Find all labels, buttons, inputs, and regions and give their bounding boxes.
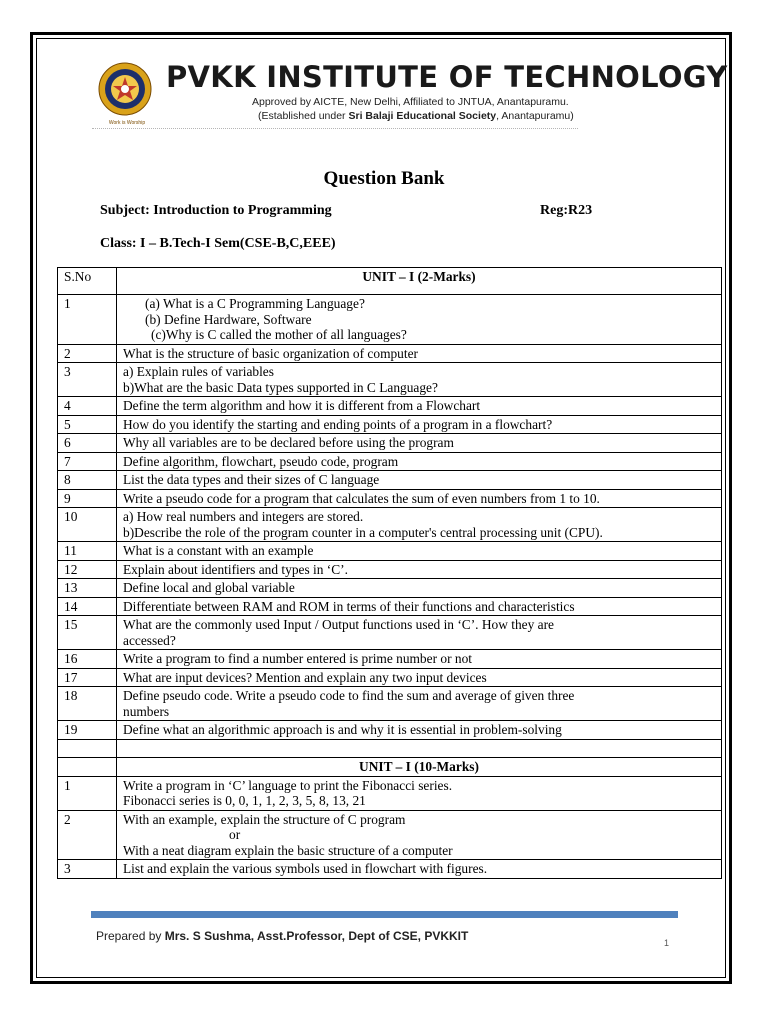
question-text	[117, 650, 722, 669]
question-text	[117, 860, 722, 879]
table-row	[58, 616, 722, 650]
question-number: 1	[58, 295, 117, 345]
question-text	[117, 344, 722, 363]
question-text	[117, 616, 722, 650]
unit1-2marks-header: UNIT – I (2-Marks)	[117, 268, 722, 295]
institute-name: PVKK INSTITUTE OF TECHNOLOGY	[166, 60, 728, 94]
question-number: 3	[58, 860, 117, 879]
question-text	[117, 560, 722, 579]
blank-cell	[58, 739, 117, 758]
question-line: What are input devices? Mention and explain any two input devices	[123, 669, 487, 685]
question-text	[117, 542, 722, 561]
question-line: With a neat diagram explain the basic structure of a computer	[123, 842, 453, 858]
table-row	[58, 687, 722, 721]
question-line: Define local and global variable	[123, 580, 295, 595]
question-line: Why all variables are to be declared before using the program	[123, 435, 454, 450]
table-row	[58, 668, 722, 687]
question-text	[117, 434, 722, 453]
table-row	[58, 295, 722, 345]
table-row	[58, 597, 722, 616]
question-line: What are the commonly used Input / Output functions used in ‘C’. How they are	[123, 617, 555, 632]
question-text	[117, 295, 722, 345]
question-line: What is the structure of basic organization of computer	[123, 345, 418, 361]
question-line: a) Explain rules of variables	[123, 364, 274, 379]
question-number: 14	[58, 597, 117, 616]
question-text	[117, 489, 722, 508]
question-number: 9	[58, 489, 117, 508]
question-number: 8	[58, 471, 117, 490]
question-text	[117, 471, 722, 490]
table-header-row	[58, 268, 722, 295]
question-text	[117, 687, 722, 721]
question-number: 3	[58, 363, 117, 397]
question-number: 19	[58, 721, 117, 740]
table-row	[58, 344, 722, 363]
question-text	[117, 579, 722, 598]
page-number: 1	[664, 938, 670, 948]
logo-motto: Work is Worship	[108, 120, 146, 126]
question-line: What is a constant with an example	[123, 543, 314, 558]
question-number: 7	[58, 452, 117, 471]
prepared-by: Prepared by Mrs. S Sushma, Asst.Professor, Dept of CSE, PVKKIT	[96, 929, 469, 943]
question-number: 4	[58, 397, 117, 416]
question-text	[117, 668, 722, 687]
question-bank-table	[57, 267, 722, 879]
question-text	[117, 810, 722, 860]
question-line: Define algorithm, flowchart, pseudo code, program	[123, 453, 399, 469]
question-line: or	[229, 827, 241, 842]
question-number: 15	[58, 616, 117, 650]
table-row	[58, 560, 722, 579]
question-line: b)Describe the role of the program counter in a computer's central processing unit (CPU).	[123, 524, 603, 540]
footer-accent-bar	[91, 911, 678, 918]
question-line: b)What are the basic Data types supported in C Language?	[123, 379, 438, 395]
question-line: List and explain the various symbols used in flowchart with figures.	[123, 861, 488, 876]
table-row	[58, 397, 722, 416]
question-line: Define the term algorithm and how it is different from a Flowchart	[123, 398, 481, 413]
question-line: Differentiate between RAM and ROM in terms of their functions and characteristics	[123, 598, 575, 614]
established-line: (Established under Sri Balaji Educational Society, Anantapuramu)	[258, 110, 574, 122]
question-number: 11	[58, 542, 117, 561]
preparer-name: Mrs. S Sushma, Asst.Professor, Dept of CSE, PVKKIT	[164, 929, 469, 943]
regulation-label: Reg:R23	[540, 203, 593, 218]
question-text	[117, 776, 722, 810]
blank-cell	[117, 739, 722, 758]
question-number: 12	[58, 560, 117, 579]
question-line: Define what an algorithmic approach is and why it is essential in problem-solving	[123, 722, 562, 737]
question-line: (b) Define Hardware, Software	[145, 311, 312, 327]
document-title: Question Bank	[323, 168, 445, 189]
table-row	[58, 471, 722, 490]
table-row	[58, 776, 722, 810]
header-divider	[92, 128, 578, 129]
question-number: 18	[58, 687, 117, 721]
question-text	[117, 415, 722, 434]
table-row	[58, 415, 722, 434]
unit1-10marks-header: UNIT – I (10-Marks)	[117, 758, 722, 777]
question-line: Write a program to find a number entered is prime number or not	[123, 651, 472, 666]
table-row	[58, 508, 722, 542]
question-text	[117, 452, 722, 471]
question-number: 2	[58, 344, 117, 363]
question-line: Explain about identifiers and types in ‘C’.	[123, 561, 348, 577]
question-line: accessed?	[123, 632, 176, 648]
question-line: numbers	[123, 703, 170, 719]
question-line: Write a pseudo code for a program that calculates the sum of even numbers from 1 to 10.	[123, 490, 600, 506]
question-line: a) How real numbers and integers are stored.	[123, 509, 364, 524]
question-number: 2	[58, 810, 117, 860]
subject-label: Subject: Introduction to Programming	[100, 203, 332, 218]
table-row	[58, 810, 722, 860]
table-row	[58, 452, 722, 471]
question-text	[117, 721, 722, 740]
question-line: (a) What is a C Programming Language?	[145, 296, 365, 311]
question-text	[117, 397, 722, 416]
question-line: How do you identify the starting and ending points of a program in a flowchart?	[123, 416, 553, 432]
institute-header	[92, 58, 728, 133]
question-line: Fibonacci series is 0, 0, 1, 1, 2, 3, 5, 8, 13, 21	[123, 793, 366, 808]
question-number: 6	[58, 434, 117, 453]
unit1-10marks-header-row	[58, 758, 722, 777]
blank-row	[58, 739, 722, 758]
question-line: (c)Why is C called the mother of all languages?	[151, 327, 407, 342]
table-row	[58, 579, 722, 598]
question-number: 5	[58, 415, 117, 434]
question-line: Define pseudo code. Write a pseudo code to find the sum and average of given three	[123, 688, 575, 703]
table-row	[58, 434, 722, 453]
sno-header: S.No	[58, 268, 117, 295]
question-number: 17	[58, 668, 117, 687]
question-line: Write a program in ‘C’ language to print the Fibonacci series.	[123, 777, 453, 793]
question-text	[117, 597, 722, 616]
question-text	[117, 508, 722, 542]
approval-line: Approved by AICTE, New Delhi, Affiliated to JNTUA, Anantapuramu.	[252, 96, 569, 108]
question-text	[117, 363, 722, 397]
table-row	[58, 363, 722, 397]
institute-seal-icon	[98, 62, 152, 116]
table-row	[58, 650, 722, 669]
question-line: With an example, explain the structure of C program	[123, 811, 406, 827]
table-row	[58, 542, 722, 561]
table-row	[58, 721, 722, 740]
question-number: 10	[58, 508, 117, 542]
society-name: Sri Balaji Educational Society	[348, 110, 497, 122]
question-number: 16	[58, 650, 117, 669]
empty-header-cell	[58, 758, 117, 777]
class-label: Class: I – B.Tech-I Sem(CSE-B,C,EEE)	[100, 236, 336, 251]
question-line: List the data types and their sizes of C language	[123, 472, 380, 487]
question-number: 1	[58, 776, 117, 810]
question-number: 13	[58, 579, 117, 598]
table-row	[58, 489, 722, 508]
table-row	[58, 860, 722, 879]
